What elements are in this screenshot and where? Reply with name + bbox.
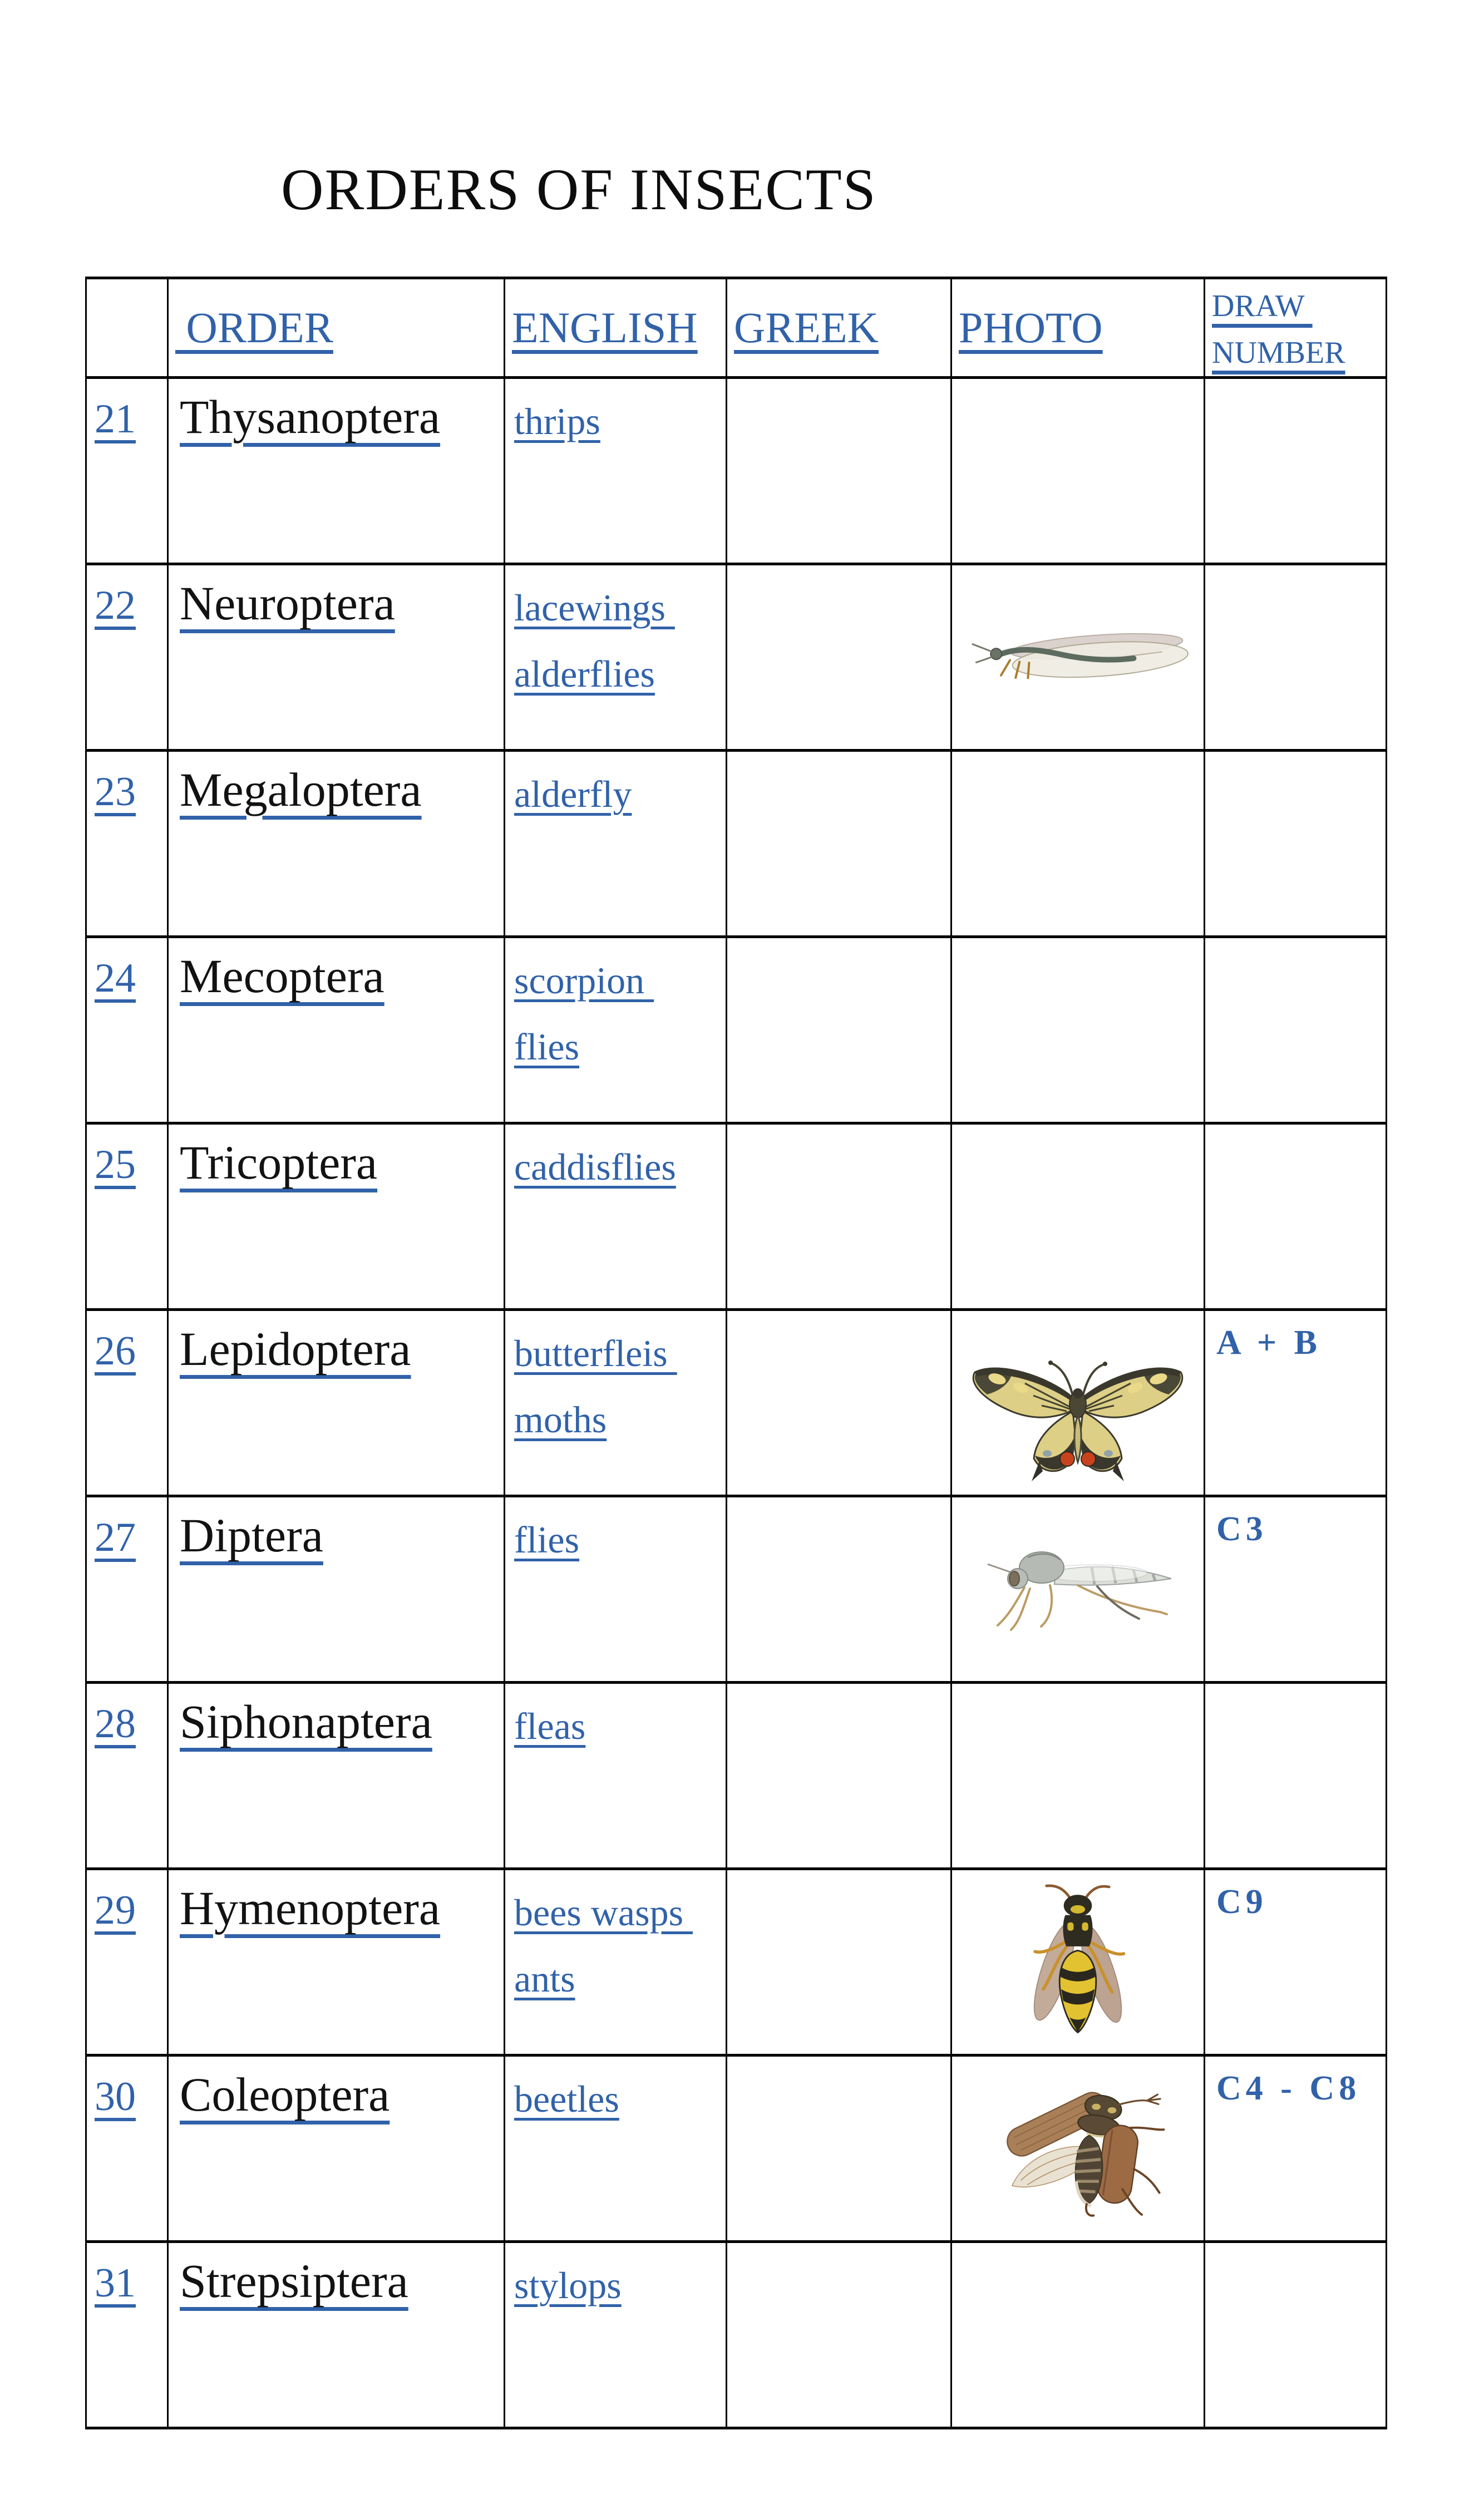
row-number-link[interactable]: 30 <box>95 2074 136 2119</box>
photo-cell-wasp <box>951 1869 1205 2056</box>
row-number-link[interactable]: 22 <box>95 583 136 628</box>
order-cell <box>168 1310 505 1496</box>
order-link-diptera[interactable]: Diptera <box>180 1509 323 1562</box>
draw-number-cell <box>1205 1123 1387 1310</box>
draw-number-cell <box>1205 937 1387 1123</box>
order-link-megaloptera[interactable]: Megaloptera <box>180 763 422 816</box>
english-cell <box>505 378 727 564</box>
greek-cell <box>727 2242 951 2428</box>
table-row-27 <box>86 1496 1387 1683</box>
header-draw-number <box>1205 278 1387 378</box>
photo-cell <box>951 2242 1205 2428</box>
order-cell <box>168 1123 505 1310</box>
greek-cell <box>727 937 951 1123</box>
header-order <box>168 278 505 378</box>
row-number-cell <box>86 1310 168 1496</box>
draw-number-value: C4 - C8 <box>1216 2069 1361 2107</box>
greek-cell <box>727 2056 951 2242</box>
draw-number-value: C3 <box>1216 1510 1268 1548</box>
english-cell <box>505 1869 727 2056</box>
english-link[interactable]: flies <box>514 1519 580 1561</box>
row-number-cell <box>86 378 168 564</box>
row-number-cell <box>86 751 168 937</box>
draw-number-cell <box>1205 1869 1387 2056</box>
english-cell <box>505 564 727 751</box>
row-number-link[interactable]: 26 <box>95 1328 136 1374</box>
header-greek <box>727 278 951 378</box>
row-number-link[interactable]: 23 <box>95 769 136 815</box>
row-number-cell <box>86 2056 168 2242</box>
photo-cell-butterfly <box>951 1310 1205 1496</box>
row-number-cell <box>86 2242 168 2428</box>
order-cell <box>168 1496 505 1683</box>
greek-cell <box>727 751 951 937</box>
english-link[interactable]: ants <box>514 1958 575 2000</box>
order-cell <box>168 2056 505 2242</box>
english-link[interactable]: flies <box>514 1026 580 1068</box>
english-link[interactable]: scorpion <box>514 959 654 1002</box>
row-number-cell <box>86 1496 168 1683</box>
english-link[interactable]: alderfly <box>514 773 632 815</box>
english-link[interactable]: bees wasps <box>514 1891 693 1934</box>
english-link[interactable]: alderflies <box>514 653 655 695</box>
header-english-link[interactable]: ENGLISH <box>512 303 698 352</box>
page-title: ORDERS OF INSECTS <box>281 157 877 222</box>
english-link[interactable]: butterfleis <box>514 1332 677 1374</box>
photo-cell <box>951 1123 1205 1310</box>
order-link-hymenoptera[interactable]: Hymenoptera <box>180 1881 441 1935</box>
header-order-link[interactable]: ORDER <box>175 303 333 352</box>
draw-number-value: C9 <box>1216 1883 1268 1921</box>
row-number-link[interactable]: 31 <box>95 2260 136 2306</box>
order-link-lepidoptera[interactable]: Lepidoptera <box>180 1322 411 1376</box>
order-cell <box>168 2242 505 2428</box>
english-cell <box>505 751 727 937</box>
english-link[interactable]: beetles <box>514 2078 619 2120</box>
photo-cell-lacewing <box>951 564 1205 751</box>
order-cell <box>168 378 505 564</box>
draw-number-cell <box>1205 1310 1387 1496</box>
row-number-link[interactable]: 21 <box>95 396 136 442</box>
beetle-illustration <box>961 2076 1195 2221</box>
greek-cell <box>727 1869 951 2056</box>
order-link-thysanoptera[interactable]: Thysanoptera <box>180 390 441 443</box>
butterfly-illustration <box>958 1344 1197 1492</box>
table-row-29 <box>86 1869 1387 2056</box>
table-row-21 <box>86 378 1387 564</box>
draw-number-cell <box>1205 564 1387 751</box>
english-link[interactable]: moths <box>514 1398 607 1441</box>
header-draw-line2[interactable]: NUMBER <box>1212 336 1345 370</box>
draw-number-cell <box>1205 1496 1387 1683</box>
row-number-link[interactable]: 25 <box>95 1142 136 1187</box>
english-cell <box>505 1496 727 1683</box>
order-link-tricoptera[interactable]: Tricoptera <box>180 1136 378 1189</box>
draw-number-cell <box>1205 1683 1387 1869</box>
photo-cell-fly <box>951 1496 1205 1683</box>
row-number-cell <box>86 1869 168 2056</box>
order-link-mecoptera[interactable]: Mecoptera <box>180 949 384 1003</box>
header-greek-link[interactable]: GREEK <box>734 303 879 352</box>
wasp-illustration <box>1011 1879 1145 2045</box>
header-english <box>505 278 727 378</box>
order-cell <box>168 937 505 1123</box>
draw-number-value: A + B <box>1216 1324 1322 1362</box>
header-photo <box>951 278 1205 378</box>
order-cell <box>168 1683 505 1869</box>
greek-cell <box>727 1123 951 1310</box>
photo-cell <box>951 751 1205 937</box>
order-link-coleoptera[interactable]: Coleoptera <box>180 2068 390 2121</box>
english-cell <box>505 2242 727 2428</box>
draw-number-cell <box>1205 378 1387 564</box>
row-number-link[interactable]: 24 <box>95 955 136 1001</box>
table-header-row <box>86 278 1387 378</box>
row-number-link[interactable]: 29 <box>95 1887 136 1933</box>
order-cell <box>168 751 505 937</box>
photo-cell <box>951 1683 1205 1869</box>
lacewing-illustration <box>967 604 1189 710</box>
english-cell <box>505 2056 727 2242</box>
greek-cell <box>727 1310 951 1496</box>
draw-number-cell <box>1205 2056 1387 2242</box>
greek-cell <box>727 1683 951 1869</box>
english-cell <box>505 937 727 1123</box>
photo-cell-beetle <box>951 2056 1205 2242</box>
order-cell <box>168 1869 505 2056</box>
table-row-24 <box>86 937 1387 1123</box>
table-row-25 <box>86 1123 1387 1310</box>
table-row-22 <box>86 564 1387 751</box>
english-link[interactable]: stylops <box>514 2264 622 2306</box>
table-row-31 <box>86 2242 1387 2428</box>
english-cell <box>505 1683 727 1869</box>
row-number-cell <box>86 564 168 751</box>
orders-of-insects-table <box>85 277 1387 2429</box>
row-number-cell <box>86 937 168 1123</box>
order-cell <box>168 564 505 751</box>
table-row-28 <box>86 1683 1387 1869</box>
greek-cell <box>727 564 951 751</box>
row-number-cell <box>86 1683 168 1869</box>
order-link-siphonaptera[interactable]: Siphonaptera <box>180 1695 432 1748</box>
table-row-30 <box>86 2056 1387 2242</box>
english-cell <box>505 1123 727 1310</box>
draw-number-cell <box>1205 2242 1387 2428</box>
english-link[interactable]: thrips <box>514 400 600 442</box>
row-number-cell <box>86 1123 168 1310</box>
row-number-link[interactable]: 27 <box>95 1515 136 1560</box>
order-link-neuroptera[interactable]: Neuroptera <box>180 576 395 630</box>
table-row-23 <box>86 751 1387 937</box>
draw-number-cell <box>1205 751 1387 937</box>
greek-cell <box>727 378 951 564</box>
english-link[interactable]: lacewings <box>514 586 675 629</box>
english-cell <box>505 1310 727 1496</box>
english-link[interactable]: fleas <box>514 1705 586 1747</box>
order-link-strepsiptera[interactable]: Strepsiptera <box>180 2254 408 2308</box>
header-blank-cell <box>86 278 168 378</box>
header-draw-line1[interactable]: DRAW <box>1212 289 1313 323</box>
header-photo-link[interactable]: PHOTO <box>959 303 1103 352</box>
photo-cell <box>951 937 1205 1123</box>
english-link[interactable]: caddisflies <box>514 1146 676 1188</box>
photo-cell <box>951 378 1205 564</box>
table-row-26 <box>86 1310 1387 1496</box>
row-number-link[interactable]: 28 <box>95 1701 136 1747</box>
fly-illustration <box>967 1531 1189 1648</box>
greek-cell <box>727 1496 951 1683</box>
